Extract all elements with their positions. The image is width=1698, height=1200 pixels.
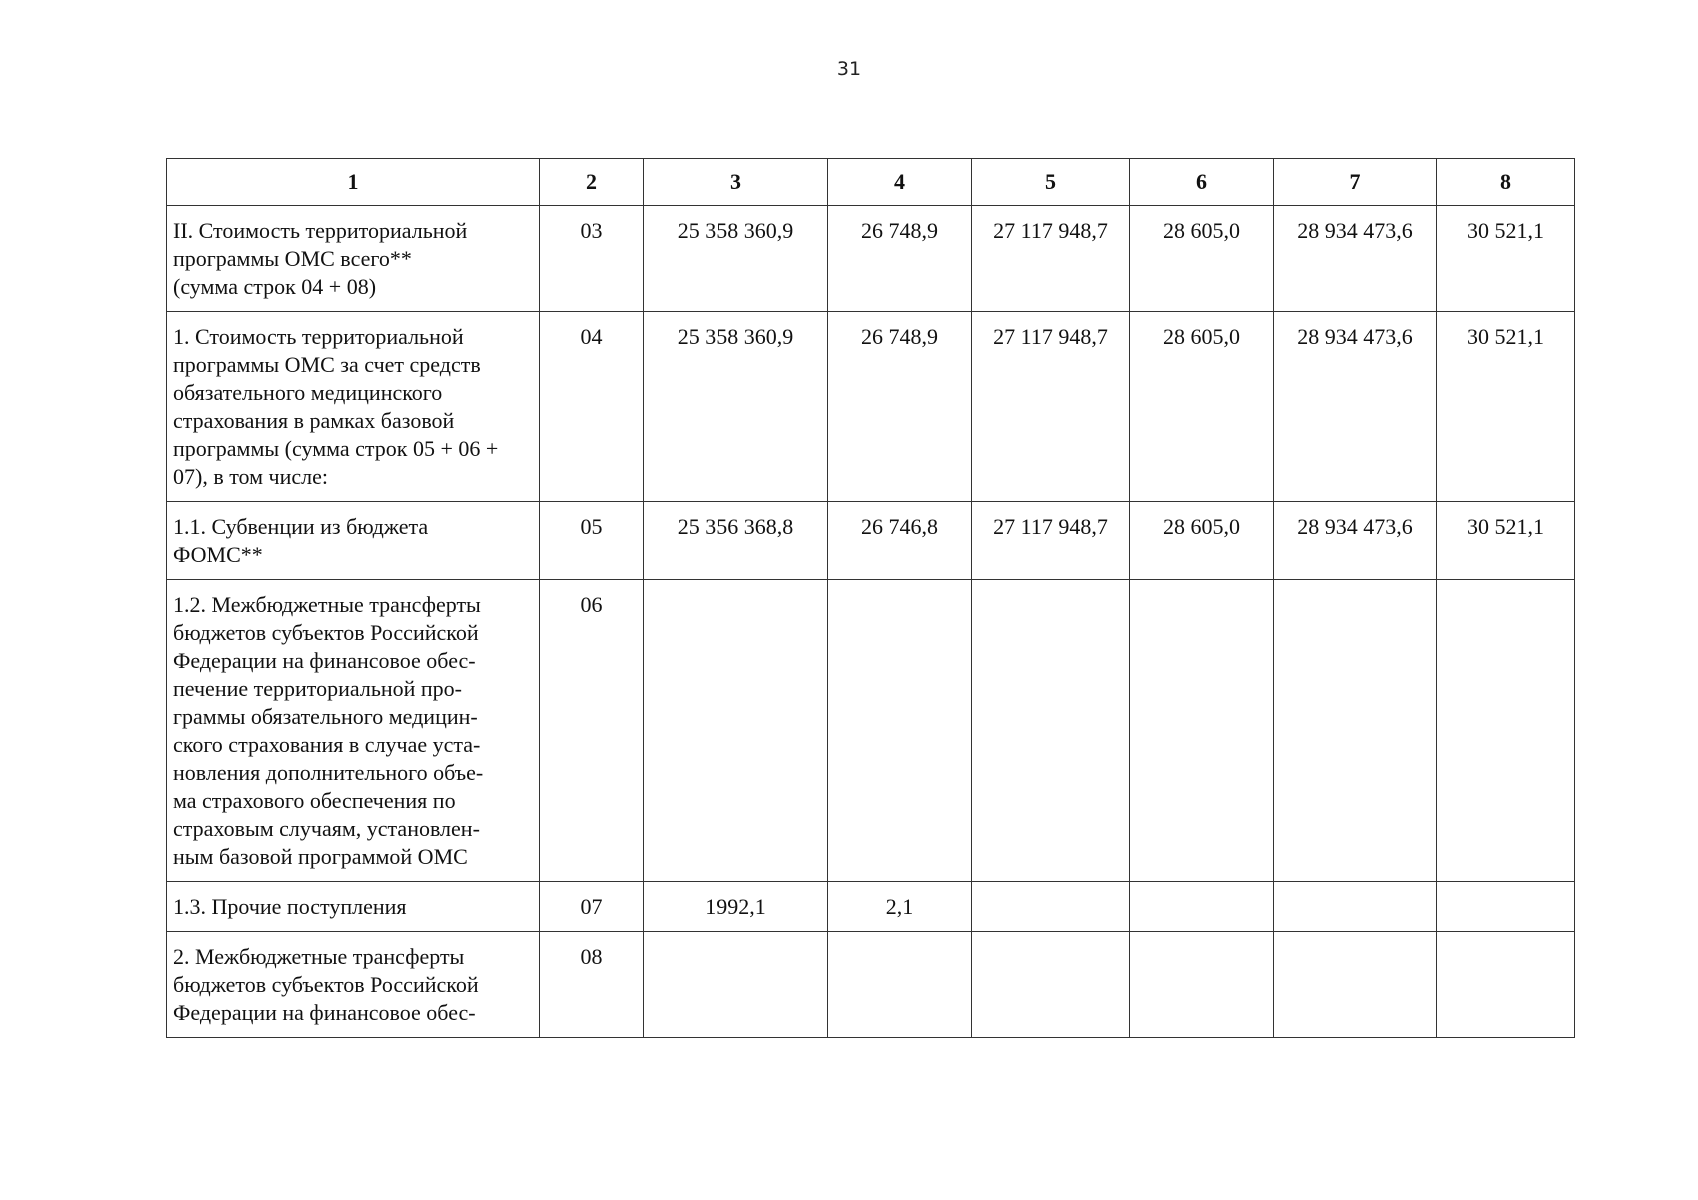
value-cell: 1992,1 [644,882,828,932]
value-cell: 25 356 368,8 [644,502,828,580]
column-header: 5 [972,159,1130,206]
value-cell [828,932,972,1038]
table-row [167,206,1575,312]
value-cell: 30 521,1 [1437,502,1575,580]
financial-table [166,158,1575,1038]
row-name: 2. Межбюджетные трансферты бюджетов субъектов Российской Федерации на финансовое обес- [167,932,540,1038]
table-row [167,932,1575,1038]
value-cell [1274,580,1437,882]
column-header: 1 [167,159,540,206]
column-header: 2 [540,159,644,206]
table-row [167,882,1575,932]
value-cell: 28 934 473,6 [1274,312,1437,502]
value-cell [972,580,1130,882]
value-cell: 27 117 948,7 [972,502,1130,580]
page-number: 31 [836,58,862,80]
row-name: 1. Стоимость территориальной программы ОМС за счет средств обязательного медицинского страхования в рамках базовой программы (сумма строк 05 + 06 + 07), в том числе: [167,312,540,502]
value-cell [972,932,1130,1038]
value-cell: 28 605,0 [1130,312,1274,502]
column-header: 7 [1274,159,1437,206]
table-header-row [167,159,1575,206]
row-name: II. Стоимость территориальной программы ОМС всего** (сумма строк 04 + 08) [167,206,540,312]
row-code: 08 [540,932,644,1038]
row-code: 04 [540,312,644,502]
row-name: 1.3. Прочие поступления [167,882,540,932]
value-cell: 26 748,9 [828,206,972,312]
value-cell: 2,1 [828,882,972,932]
table-row [167,312,1575,502]
value-cell [828,580,972,882]
row-name: 1.2. Межбюджетные трансферты бюджетов субъектов Российской Федерации на финансовое обес- печение территориальной про- граммы обязательного медицин- ского страхования в случае уста- новления дополнительного объе- ма страхового обеспечения по страховым случаям, установлен- ным базовой программой ОМС [167,580,540,882]
value-cell: 28 605,0 [1130,206,1274,312]
value-cell: 28 934 473,6 [1274,206,1437,312]
table-row [167,580,1575,882]
value-cell: 26 746,8 [828,502,972,580]
value-cell: 25 358 360,9 [644,312,828,502]
value-cell [644,932,828,1038]
value-cell [1130,580,1274,882]
row-code: 07 [540,882,644,932]
value-cell [972,882,1130,932]
column-header: 8 [1437,159,1575,206]
row-code: 03 [540,206,644,312]
value-cell: 25 358 360,9 [644,206,828,312]
value-cell [1274,932,1437,1038]
value-cell: 27 117 948,7 [972,312,1130,502]
column-header: 4 [828,159,972,206]
value-cell: 28 934 473,6 [1274,502,1437,580]
value-cell: 30 521,1 [1437,206,1575,312]
table-row [167,502,1575,580]
column-header: 6 [1130,159,1274,206]
column-header: 3 [644,159,828,206]
value-cell [1437,882,1575,932]
value-cell [1130,882,1274,932]
value-cell: 30 521,1 [1437,312,1575,502]
value-cell [644,580,828,882]
row-code: 06 [540,580,644,882]
value-cell: 26 748,9 [828,312,972,502]
value-cell [1437,580,1575,882]
value-cell: 28 605,0 [1130,502,1274,580]
value-cell [1130,932,1274,1038]
row-code: 05 [540,502,644,580]
row-name: 1.1. Субвенции из бюджета ФОМС** [167,502,540,580]
value-cell [1437,932,1575,1038]
value-cell [1274,882,1437,932]
value-cell: 27 117 948,7 [972,206,1130,312]
